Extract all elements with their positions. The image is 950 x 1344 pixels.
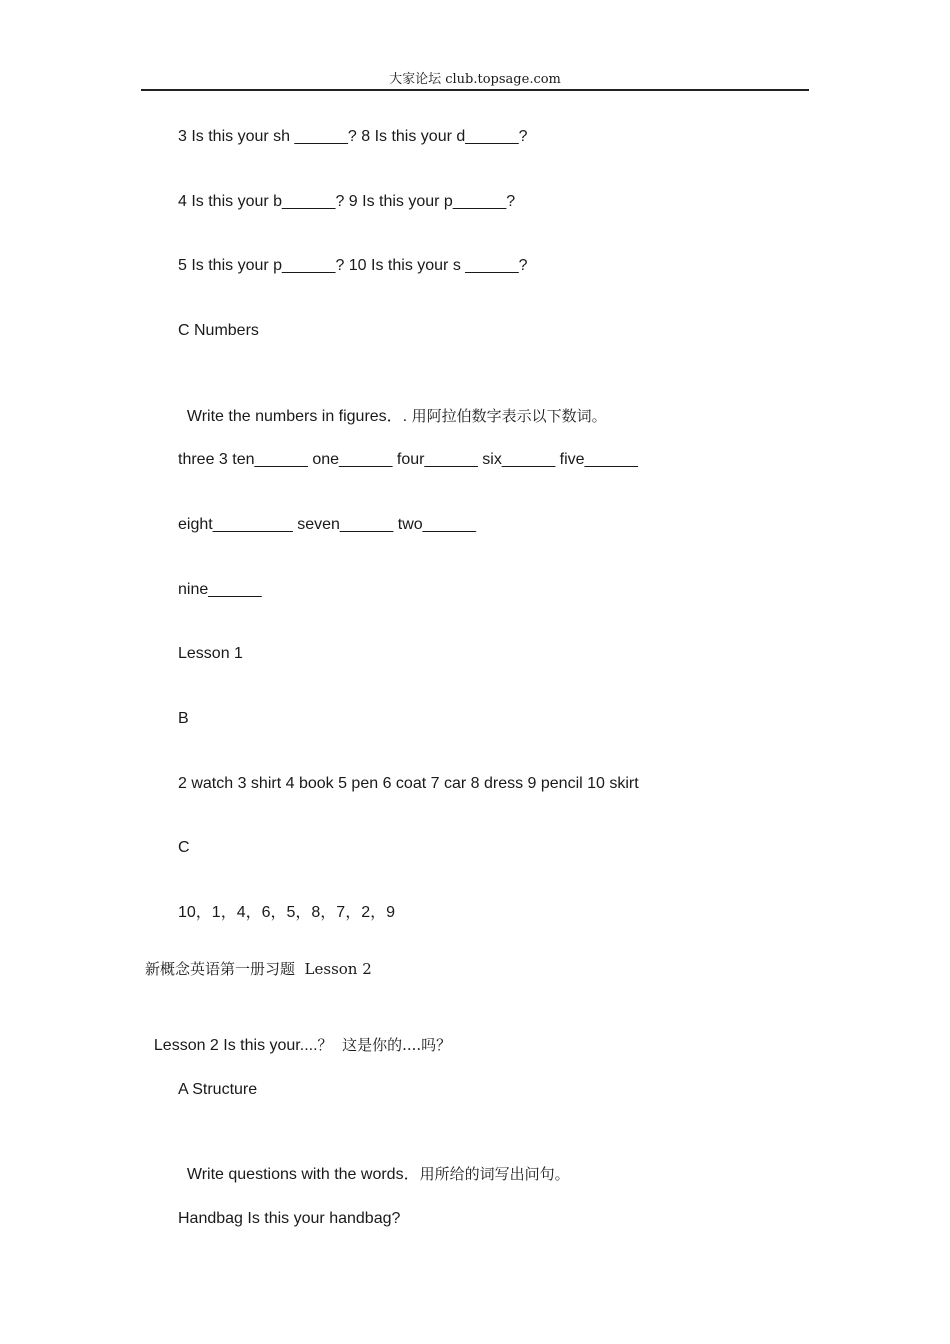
numbers-instruction-en: Write the numbers in figures．. — [186, 408, 412, 425]
answer-key-b-answers: 2 watch 3 shirt 4 book 5 pen 6 coat 7 car 8 dress 9 pencil 10 skirt — [178, 775, 639, 792]
structure-instruction-en: Write questions with the words． — [186, 1166, 420, 1183]
lesson-2-title: 新概念英语第一册习题 Lesson 2 — [145, 960, 372, 978]
exercise-line-5-10: 5 Is this your p______? 10 Is this your s ______? — [178, 257, 528, 274]
structure-instruction-cn: 用所给的词写出问句。 — [419, 1165, 570, 1183]
numbers-instruction — [178, 386, 607, 427]
lesson-2-subtitle-cn: ？ 这是你的....吗？ — [317, 1036, 452, 1054]
answer-key-section-b: B — [178, 710, 189, 727]
section-heading-a-structure: A Structure — [178, 1081, 258, 1098]
lesson-2-subtitle-en: Lesson 2 Is this your.... — [153, 1037, 318, 1054]
numbers-exercise-line-3: nine______ — [178, 581, 262, 598]
lesson-2-subtitle — [145, 1015, 451, 1056]
answer-key-section-c: C — [178, 839, 190, 856]
answer-key-c-answers: 10，1，4，6，5，8，7，2，9 — [178, 904, 395, 921]
numbers-exercise-line-1: three 3 ten______ one______ four______ six______ five______ — [178, 451, 638, 468]
answer-key-heading-lesson-1: Lesson 1 — [178, 645, 243, 662]
exercise-line-4-9: 4 Is this your b______? 9 Is this your p______? — [178, 193, 516, 210]
numbers-exercise-line-2: eight_________ seven______ two______ — [178, 516, 477, 533]
header-text: 大家论坛 club.topsage.com — [389, 72, 561, 87]
section-heading-c-numbers: C Numbers — [178, 322, 259, 339]
exercise-line-3-8: 3 Is this your sh ______? 8 Is this your d______? — [178, 128, 528, 145]
page-header — [141, 71, 809, 91]
structure-instruction — [178, 1144, 570, 1185]
structure-example: Handbag Is this your handbag? — [178, 1210, 401, 1227]
numbers-instruction-cn: 用阿拉伯数字表示以下数词。 — [411, 407, 607, 425]
